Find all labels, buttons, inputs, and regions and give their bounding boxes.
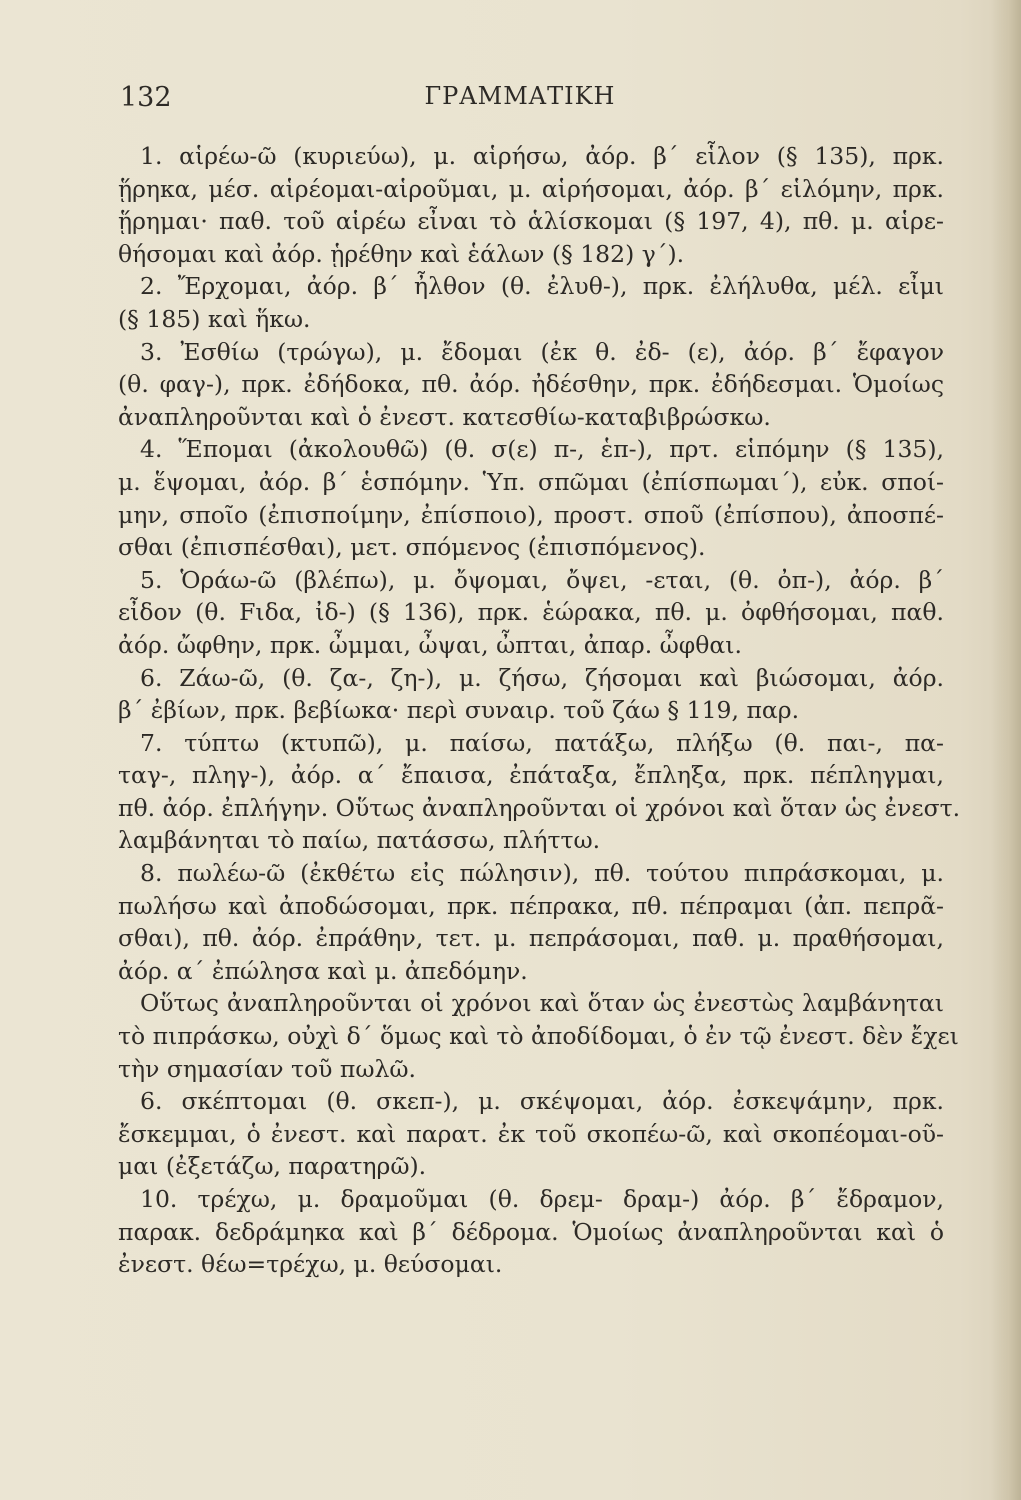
text-line: (θ. φαγ-), πρκ. ἐδήδοκα, πθ. ἀόρ. ἠδέσθην, πρκ. ἐδήδεσμαι. Ὁμοίως	[118, 370, 944, 399]
verb-entry	[118, 564, 944, 662]
body-text	[118, 140, 961, 1281]
page-edge-shadow	[991, 0, 1021, 1500]
verb-entry	[118, 662, 944, 727]
text-line: ᾕρηκα, μέσ. αἱρέομαι-αἱροῦμαι, μ. αἱρήσομαι, ἀόρ. β΄ εἱλόμην, πρκ.	[118, 174, 944, 203]
verb-entry	[118, 140, 944, 270]
text-line: σθαι), πθ. ἀόρ. ἐπράθην, τετ. μ. πεπράσομαι, παθ. μ. πραθήσομαι,	[118, 924, 944, 953]
text-line: 7. τύπτω (κτυπῶ), μ. παίσω, πατάξω, πλήξω (θ. παι-, πα-	[140, 728, 944, 757]
verb-entry	[118, 433, 944, 563]
text-line: 6. Ζάω-ῶ, (θ. ζα-, ζη-), μ. ζήσω, ζήσομαι καὶ βιώσομαι, ἀόρ.	[140, 663, 944, 692]
text-line: σθαι (ἐπισπέσθαι), μετ. σπόμενος (ἐπισπόμενος).	[118, 533, 706, 562]
text-line: 6. σκέπτομαι (θ. σκεπ-), μ. σκέψομαι, ἀόρ. ἐσκεψάμην, πρκ.	[140, 1087, 944, 1116]
text-line: παρακ. δεδράμηκα καὶ β΄ δέδρομα. Ὁμοίως ἀναπληροῦνται καὶ ὁ	[118, 1217, 944, 1246]
text-line: 2. Ἔρχομαι, ἀόρ. β΄ ἦλθον (θ. ἐλυθ-), πρκ. ἐλήλυθα, μέλ. εἶμι	[140, 272, 944, 301]
text-line: 3. Ἐσθίω (τρώγω), μ. ἔδομαι (ἐκ θ. ἐδ- (ε), ἀόρ. β΄ ἔφαγον	[140, 337, 944, 366]
note-paragraph	[118, 987, 959, 1085]
text-line: 8. πωλέω-ῶ (ἐκθέτω εἰς πώλησιν), πθ. τούτου πιπράσκομαι, μ.	[140, 859, 944, 888]
verb-entry	[118, 1183, 944, 1281]
text-line: Οὕτως ἀναπληροῦνται οἱ χρόνοι καὶ ὅταν ὡς ἐνεστὼς λαμβάνηται	[140, 989, 944, 1018]
text-line: (§ 185) καὶ ἥκω.	[118, 304, 311, 333]
text-line: ἀναπληροῦνται καὶ ὁ ἐνεστ. κατεσθίω-καταβιβρώσκω.	[118, 402, 771, 431]
page-number: 132	[120, 82, 172, 113]
text-line: εἶδον (θ. Fιδα, ἰδ-) (§ 136), πρκ. ἑώρακα, πθ. μ. ὀφθήσομαι, παθ.	[118, 598, 944, 627]
running-title: ΓΡΑΜΜΑΤΙΚΗ	[424, 82, 616, 110]
verb-entry	[118, 857, 944, 987]
text-line: τὴν σημασίαν τοῦ πωλῶ.	[118, 1054, 417, 1083]
text-line: 5. Ὁράω-ῶ (βλέπω), μ. ὄψομαι, ὄψει, -εται, (θ. ὀπ-), ἀόρ. β΄	[140, 565, 944, 594]
running-header	[120, 82, 920, 122]
text-line: μ. ἕψομαι, ἀόρ. β΄ ἑσπόμην. Ὑπ. σπῶμαι (ἐπίσπωμαι΄), εὐκ. σποί-	[118, 467, 944, 496]
verb-entry	[118, 270, 944, 335]
text-line: ἀόρ. α΄ ἐπώλησα καὶ μ. ἀπεδόμην.	[118, 956, 528, 985]
text-line: μην, σποῖο (ἐπισποίμην, ἐπίσποιο), προστ. σποῦ (ἐπίσπου), ἀποσπέ-	[118, 500, 944, 529]
text-line: ἐνεστ. θέω=τρέχω, μ. θεύσομαι.	[118, 1250, 503, 1279]
text-line: θήσομαι καὶ ἀόρ. ᾑρέθην καὶ ἑάλων (§ 182) γ΄).	[118, 239, 685, 268]
text-line: τὸ πιπράσκω, οὐχὶ δ΄ ὅμως καὶ τὸ ἀποδίδομαι, ὁ ἐν τῷ ἐνεστ. δὲν ἔχει	[118, 1022, 959, 1051]
text-line: πωλήσω καὶ ἀποδώσομαι, πρκ. πέπρακα, πθ. πέπραμαι (ἀπ. πεπρᾶ-	[118, 891, 944, 920]
text-line: πθ. ἀόρ. ἐπλήγην. Οὕτως ἀναπληροῦνται οἱ χρόνοι καὶ ὅταν ὡς ἐνεστ.	[118, 793, 961, 822]
text-line: ἀόρ. ὤφθην, πρκ. ὦμμαι, ὦψαι, ὦπται, ἀπαρ. ὦφθαι.	[118, 630, 742, 659]
text-line: 4. Ἕπομαι (ἀκολουθῶ) (θ. σ(ε) π-, ἑπ-), πρτ. εἱπόμην (§ 135),	[140, 435, 944, 464]
text-line: 10. τρέχω, μ. δραμοῦμαι (θ. δρεμ- δραμ-) ἀόρ. β΄ ἔδραμον,	[140, 1185, 944, 1213]
text-line: ᾕρημαι· παθ. τοῦ αἱρέω εἶναι τὸ ἁλίσκομαι (§ 197, 4), πθ. μ. αἱρε-	[118, 207, 944, 236]
text-line: β΄ ἐβίων, πρκ. βεβίωκα· περὶ συναιρ. τοῦ ζάω § 119, παρ.	[118, 696, 800, 725]
text-line: μαι (ἐξετάζω, παρατηρῶ).	[118, 1152, 427, 1181]
verb-entry	[118, 1085, 944, 1183]
text-line: 1. αἱρέω-ῶ (κυριεύω), μ. αἱρήσω, ἀόρ. β΄ εἷλον (§ 135), πρκ.	[140, 142, 944, 170]
text-line: λαμβάνηται τὸ παίω, πατάσσω, πλήττω.	[118, 826, 601, 855]
text-line: ταγ-, πληγ-), ἀόρ. α΄ ἔπαισα, ἐπάταξα, ἔπληξα, πρκ. πέπληγμαι,	[118, 761, 944, 790]
text-line: ἔσκεμμαι, ὁ ἐνεστ. καὶ παρατ. ἐκ τοῦ σκοπέω-ῶ, καὶ σκοπέομαι-οῦ-	[118, 1119, 944, 1148]
verb-entry	[118, 727, 961, 857]
verb-entry	[118, 336, 944, 434]
